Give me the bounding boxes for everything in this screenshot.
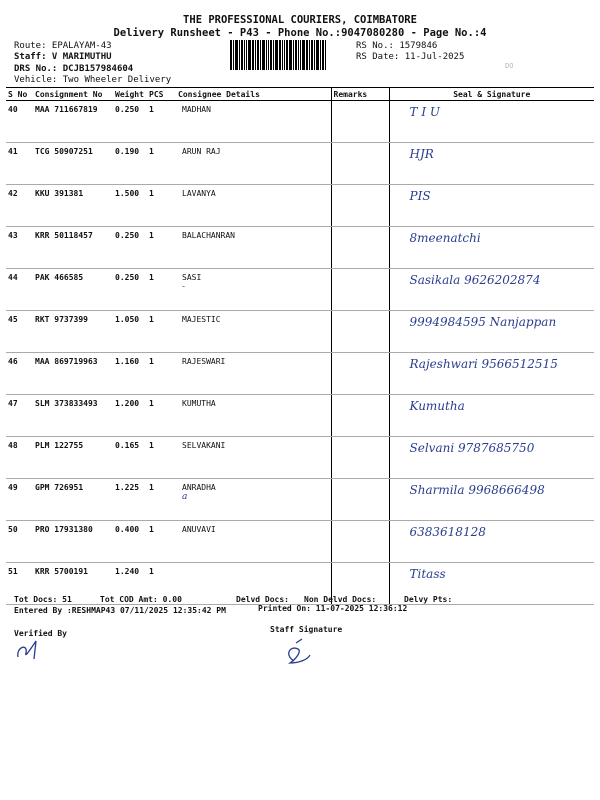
row-consignment-no: RKT 9737399 xyxy=(33,311,113,353)
row-consignee xyxy=(176,269,331,311)
row-pcs: 1 xyxy=(147,563,176,605)
consignee-name: ARUN RAJ xyxy=(182,147,221,156)
col-pcs: PCS xyxy=(147,88,176,101)
row-weight: 1.160 xyxy=(113,353,147,395)
consignee-name: MAJESTIC xyxy=(182,315,221,324)
staff-label: Staff: V MARIMUTHU xyxy=(14,52,112,62)
signature-handwriting: Titass xyxy=(409,567,446,581)
row-remarks xyxy=(331,269,389,311)
consignee-name: SASI xyxy=(182,273,202,282)
row-sno: 43 xyxy=(6,227,33,269)
row-signature xyxy=(389,227,594,269)
signature-handwriting: 9994984595 Nanjappan xyxy=(409,315,557,329)
col-remarks: Remarks xyxy=(331,88,389,101)
consignee-name: ANUVAVI xyxy=(182,525,216,534)
delivery-points: Delvy Pts: xyxy=(404,595,453,604)
row-consignee xyxy=(176,143,331,185)
row-consignee xyxy=(176,437,331,479)
signature-handwriting: T I U xyxy=(409,105,440,119)
signature-handwriting: PIS xyxy=(409,189,431,203)
table-row xyxy=(6,479,594,521)
signature-handwriting: Selvani 9787685750 xyxy=(409,441,535,455)
consignee-note: a xyxy=(182,492,188,502)
total-cod: Tot COD Amt: 0.00 xyxy=(100,595,182,604)
row-weight: 1.200 xyxy=(113,395,147,437)
total-docs: Tot Docs: 51 xyxy=(14,595,72,604)
signature-handwriting: Kumutha xyxy=(409,399,465,413)
consignee-name: LAVANYA xyxy=(182,189,216,198)
row-consignee xyxy=(176,227,331,269)
col-weight: Weight xyxy=(113,88,147,101)
staff-signature-label: Staff Signature xyxy=(270,625,343,634)
table-row xyxy=(6,143,594,185)
row-sno: 46 xyxy=(6,353,33,395)
row-consignment-no: GPM 726951 xyxy=(33,479,113,521)
table-row xyxy=(6,227,594,269)
consignee-name: SELVAKANI xyxy=(182,441,226,450)
row-sno: 42 xyxy=(6,185,33,227)
row-pcs: 1 xyxy=(147,395,176,437)
row-signature xyxy=(389,269,594,311)
row-consignment-no: KRR 50118457 xyxy=(33,227,113,269)
table-row xyxy=(6,563,594,605)
row-consignment-no: TCG 50907251 xyxy=(33,143,113,185)
row-sno: 47 xyxy=(6,395,33,437)
row-pcs: 1 xyxy=(147,479,176,521)
row-signature xyxy=(389,143,594,185)
row-weight: 1.500 xyxy=(113,185,147,227)
vehicle-label: Vehicle: Two Wheeler Delivery xyxy=(14,75,172,85)
row-consignment-no: KRR 5700191 xyxy=(33,563,113,605)
table-row xyxy=(6,521,594,563)
row-pcs: 1 xyxy=(147,227,176,269)
signature-handwriting: HJR xyxy=(409,147,434,161)
col-seal-signature: Seal & Signature xyxy=(389,88,594,101)
row-signature xyxy=(389,395,594,437)
row-signature xyxy=(389,521,594,563)
rs-date: RS Date: 11-Jul-2025 xyxy=(356,52,465,62)
row-pcs: 1 xyxy=(147,269,176,311)
row-remarks xyxy=(331,479,389,521)
runsheet-table xyxy=(6,87,594,605)
table-row xyxy=(6,437,594,479)
row-remarks xyxy=(331,227,389,269)
table-row xyxy=(6,185,594,227)
row-signature xyxy=(389,101,594,143)
row-sno: 49 xyxy=(6,479,33,521)
row-remarks xyxy=(331,395,389,437)
consignee-name: MADHAN xyxy=(182,105,211,114)
row-remarks xyxy=(331,143,389,185)
row-consignee xyxy=(176,101,331,143)
faint-mark: DO xyxy=(505,62,514,70)
consignee-name: BALACHANRAN xyxy=(182,231,235,240)
row-consignee xyxy=(176,395,331,437)
row-weight: 1.225 xyxy=(113,479,147,521)
verified-by-label: Verified By xyxy=(14,629,67,638)
row-consignment-no: KKU 391381 xyxy=(33,185,113,227)
staff-signature-scribble xyxy=(280,637,320,667)
row-pcs: 1 xyxy=(147,143,176,185)
signature-handwriting: Rajeshwari 9566512515 xyxy=(409,357,558,371)
table-row xyxy=(6,353,594,395)
barcode xyxy=(230,40,350,70)
row-consignment-no: PAK 466585 xyxy=(33,269,113,311)
row-sno: 48 xyxy=(6,437,33,479)
row-pcs: 1 xyxy=(147,521,176,563)
row-consignment-no: MAA 869719963 xyxy=(33,353,113,395)
row-pcs: 1 xyxy=(147,101,176,143)
row-pcs: 1 xyxy=(147,353,176,395)
row-signature xyxy=(389,353,594,395)
rs-number: RS No.: 1579846 xyxy=(356,41,438,51)
row-remarks xyxy=(331,185,389,227)
row-pcs: 1 xyxy=(147,437,176,479)
row-signature xyxy=(389,437,594,479)
non-delivered-docs: Non Delvd Docs: xyxy=(304,595,377,604)
row-signature xyxy=(389,185,594,227)
consignee-name: ANRADHA xyxy=(182,483,216,492)
row-weight: 0.400 xyxy=(113,521,147,563)
row-consignee xyxy=(176,353,331,395)
signature-handwriting: Sasikala 9626202874 xyxy=(409,273,541,287)
printed-on: Printed On: 11-07-2025 12:36:12 xyxy=(258,604,408,613)
row-sno: 45 xyxy=(6,311,33,353)
row-consignment-no: PRO 17931380 xyxy=(33,521,113,563)
row-remarks xyxy=(331,521,389,563)
row-sno: 51 xyxy=(6,563,33,605)
row-pcs: 1 xyxy=(147,185,176,227)
row-weight: 1.050 xyxy=(113,311,147,353)
signature-handwriting: 8meenatchi xyxy=(409,231,481,245)
delivered-docs: Delvd Docs: xyxy=(236,595,289,604)
row-consignee xyxy=(176,311,331,353)
table-row xyxy=(6,269,594,311)
row-sno: 40 xyxy=(6,101,33,143)
runsheet-subtitle: Delivery Runsheet - P43 - Phone No.:9047080280 - Page No.:4 xyxy=(113,27,487,39)
route-label: Route: EPALAYAM-43 xyxy=(14,41,112,51)
table-row xyxy=(6,311,594,353)
table-header-row xyxy=(6,88,594,101)
row-sno: 41 xyxy=(6,143,33,185)
row-signature xyxy=(389,311,594,353)
row-remarks xyxy=(331,101,389,143)
row-consignee xyxy=(176,185,331,227)
row-consignment-no: PLM 122755 xyxy=(33,437,113,479)
row-remarks xyxy=(331,353,389,395)
row-weight: 0.165 xyxy=(113,437,147,479)
signature-handwriting: Sharmila 9968666498 xyxy=(409,483,545,497)
table-row xyxy=(6,395,594,437)
row-weight: 0.190 xyxy=(113,143,147,185)
row-pcs: 1 xyxy=(147,311,176,353)
row-signature xyxy=(389,479,594,521)
drs-label: DRS No.: DCJB157984604 xyxy=(14,64,134,74)
row-sno: 50 xyxy=(6,521,33,563)
company-title: THE PROFESSIONAL COURIERS, COIMBATORE xyxy=(183,14,417,26)
row-consignment-no: MAA 711667819 xyxy=(33,101,113,143)
consignee-name: RAJESWARI xyxy=(182,357,226,366)
col-consignment: Consignment No xyxy=(33,88,113,101)
row-weight: 0.250 xyxy=(113,101,147,143)
row-weight: 1.240 xyxy=(113,563,147,605)
signature-handwriting: 6383618128 xyxy=(409,525,486,539)
col-consignee: Consignee Details xyxy=(176,88,331,101)
consignee-note: - xyxy=(182,282,186,292)
row-weight: 0.250 xyxy=(113,227,147,269)
row-sno: 44 xyxy=(6,269,33,311)
consignee-name: KUMUTHA xyxy=(182,399,216,408)
row-remarks xyxy=(331,437,389,479)
verified-signature-scribble xyxy=(14,637,54,663)
row-consignee xyxy=(176,521,331,563)
col-sno: S No xyxy=(6,88,33,101)
entered-by: Entered By :RESHMAP43 07/11/2025 12:35:42 PM xyxy=(14,606,226,615)
row-remarks xyxy=(331,311,389,353)
row-weight: 0.250 xyxy=(113,269,147,311)
row-consignee xyxy=(176,479,331,521)
table-row xyxy=(6,101,594,143)
row-consignment-no: SLM 373833493 xyxy=(33,395,113,437)
